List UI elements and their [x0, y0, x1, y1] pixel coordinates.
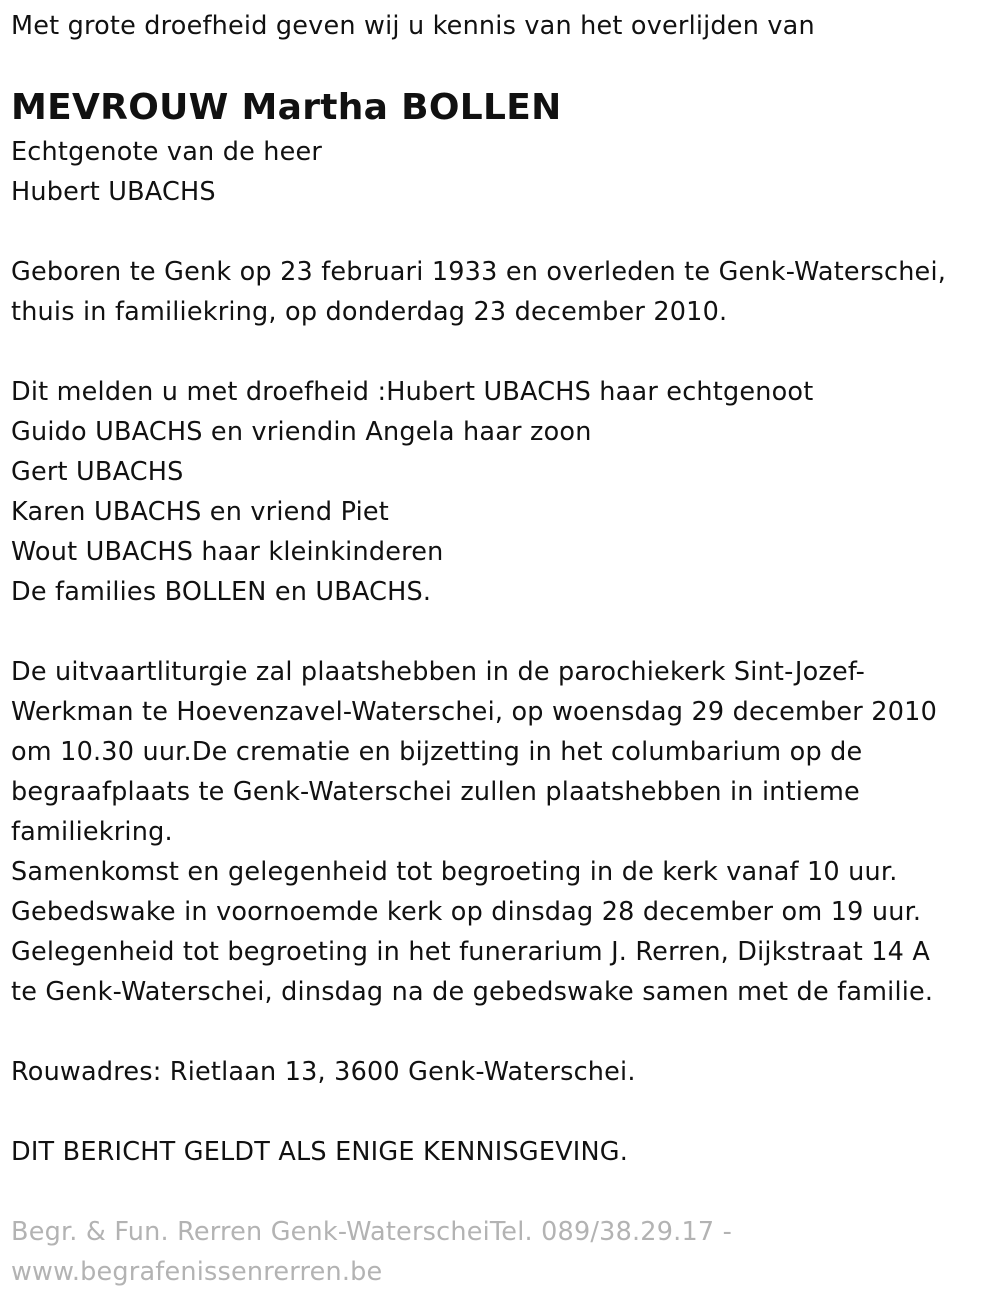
ceremony-line: Gelegenheid tot begroeting in het funerarium J. Rerren, Dijkstraat 14 A [11, 937, 930, 967]
ceremony-section [11, 652, 1000, 1012]
ceremony-line: begraafplaats te Genk-Waterschei zullen plaatshebben in intieme [11, 777, 860, 807]
spacer [11, 612, 1000, 652]
deceased-name: MEVROUW Martha BOLLEN [11, 87, 562, 128]
notice-statement: DIT BERICHT GELDT ALS ENIGE KENNISGEVING. [11, 1137, 629, 1167]
funeral-home-footer [11, 1212, 1000, 1292]
spacer [11, 1012, 1000, 1052]
ceremony-line: De uitvaartliturgie zal plaatshebben in de parochiekerk Sint-Jozef- [11, 657, 866, 687]
ceremony-line: Werkman te Hoevenzavel-Waterschei, op woensdag 29 december 2010 [11, 697, 937, 727]
family-line: Gert UBACHS [11, 457, 184, 487]
family-line: De families BOLLEN en UBACHS. [11, 577, 432, 607]
family-section [11, 372, 1000, 612]
birth-death-line: Geboren te Genk op 23 februari 1933 en overleden te Genk-Waterschei, [11, 257, 947, 287]
ceremony-line: familiekring. [11, 817, 173, 847]
spacer [11, 1092, 1000, 1132]
intro-text: Met grote droefheid geven wij u kennis van het overlijden van [11, 11, 815, 41]
ceremony-line: Samenkomst en gelegenheid tot begroeting in de kerk vanaf 10 uur. [11, 857, 898, 887]
birth-death-section [11, 252, 1000, 332]
family-line: Guido UBACHS en vriendin Angela haar zoon [11, 417, 592, 447]
mourning-address: Rouwadres: Rietlaan 13, 3600 Genk-Waterschei. [11, 1057, 636, 1087]
ceremony-line: te Genk-Waterschei, dinsdag na de gebedswake samen met de familie. [11, 977, 934, 1007]
spacer [11, 332, 1000, 372]
ceremony-line: om 10.30 uur.De crematie en bijzetting in het columbarium op de [11, 737, 863, 767]
spouse-line: Hubert UBACHS [11, 177, 216, 207]
spouse-line: Echtgenote van de heer [11, 137, 323, 167]
spacer [11, 212, 1000, 252]
family-line: Dit melden u met droefheid :Hubert UBACHS haar echtgenoot [11, 377, 814, 407]
birth-death-line: thuis in familiekring, op donderdag 23 december 2010. [11, 297, 728, 327]
footer-website-link[interactable]: www.begrafenissenrerren.be [11, 1257, 383, 1287]
spouse-section [11, 132, 1000, 212]
footer-line: Begr. & Fun. Rerren Genk-WaterscheiTel. 089/38.29.17 - [11, 1217, 733, 1247]
family-line: Karen UBACHS en vriend Piet [11, 497, 389, 527]
ceremony-line: Gebedswake in voornoemde kerk op dinsdag 28 december om 19 uur. [11, 897, 922, 927]
family-line: Wout UBACHS haar kleinkinderen [11, 537, 444, 567]
spacer [11, 1172, 1000, 1212]
